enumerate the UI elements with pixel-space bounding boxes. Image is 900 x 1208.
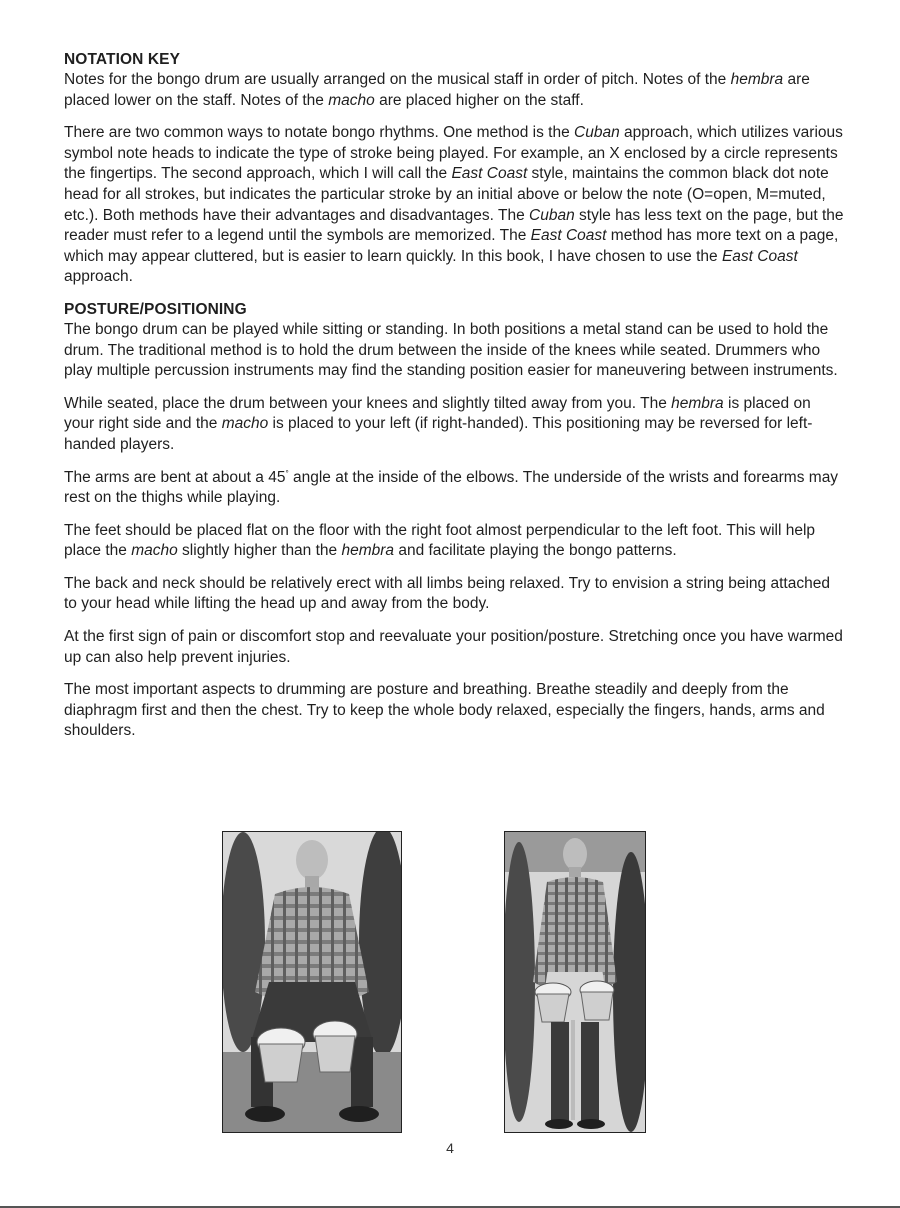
posture-paragraph-3: The arms are bent at about a 45° angle at the inside of the elbows. The underside of the wrists and forearms may rest on the thighs while playing.: [64, 468, 839, 507]
standing-posture-photo: [504, 831, 646, 1133]
seated-posture-photo: [222, 831, 402, 1133]
posture-paragraph-1: The bongo drum can be played while sitting or standing. In both positions a metal stand can be used to hold the drum. The traditional method is to hold the drum between the inside of the knees while seated. Drummers who play multiple percussion instruments may find the standing position easier for maneuvering between instruments.: [64, 320, 838, 380]
posture-paragraph-7: The most important aspects to drumming are posture and breathing. Breathe steadily and deeply from the diaphragm first and then the chest. Try to keep the whole body relaxed, especially the fingers, hands, arms and shoulders.: [64, 681, 825, 740]
posture-heading: POSTURE/POSITIONING: [64, 300, 247, 318]
notation-paragraph-1: Notes for the bongo drum are usually arranged on the musical staff in order of pitch. Notes of the hembra are placed lower on the staff. Notes of the macho are placed higher on the staff.: [64, 71, 810, 109]
page-number: 4: [446, 1140, 454, 1156]
posture-paragraph-6: At the first sign of pain or discomfort stop and reevaluate your position/posture. Stretching once you have warmed up can also help prevent injuries.: [64, 628, 843, 666]
notation-key-heading: NOTATION KEY: [64, 51, 181, 68]
posture-paragraph-2: While seated, place the drum between your knees and slightly tilted away from you. The hembra is placed on your right side and the macho is placed to your left (if right-handed). This positioning may be reversed for left-handed players.: [64, 394, 813, 453]
notation-paragraph-2: There are two common ways to notate bongo rhythms. One method is the Cuban approach, which utilizes various symbol note heads to indicate the type of stroke being played. For example, an X enclosed by a circle represents the fingertips. The second approach, which I will call the East Coast style, maintains the common black dot note head for all strokes, but indicates the particular stroke by an initial above or below the note (O=open, M=muted, etc.). Both methods have their advantages and disadvantages. The Cuban style has less text on the page, but the reader must refer to a legend until the symbols are memorized. The East Coast method has more text on a page, which may appear cluttered, but is easier to learn quickly. In this book, I have chosen to use the East Coast approach.: [64, 124, 844, 286]
page-content: [64, 50, 844, 754]
posture-paragraph-5: The back and neck should be relatively erect with all limbs being relaxed. Try to envision a string being attached to your head while lifting the head up and away from the body.: [64, 574, 830, 613]
posture-paragraph-4: The feet should be placed flat on the floor with the right foot almost perpendicular to the left foot. This will help place the macho slightly higher than the hembra and facilitate playing the bongo patterns.: [64, 521, 816, 560]
